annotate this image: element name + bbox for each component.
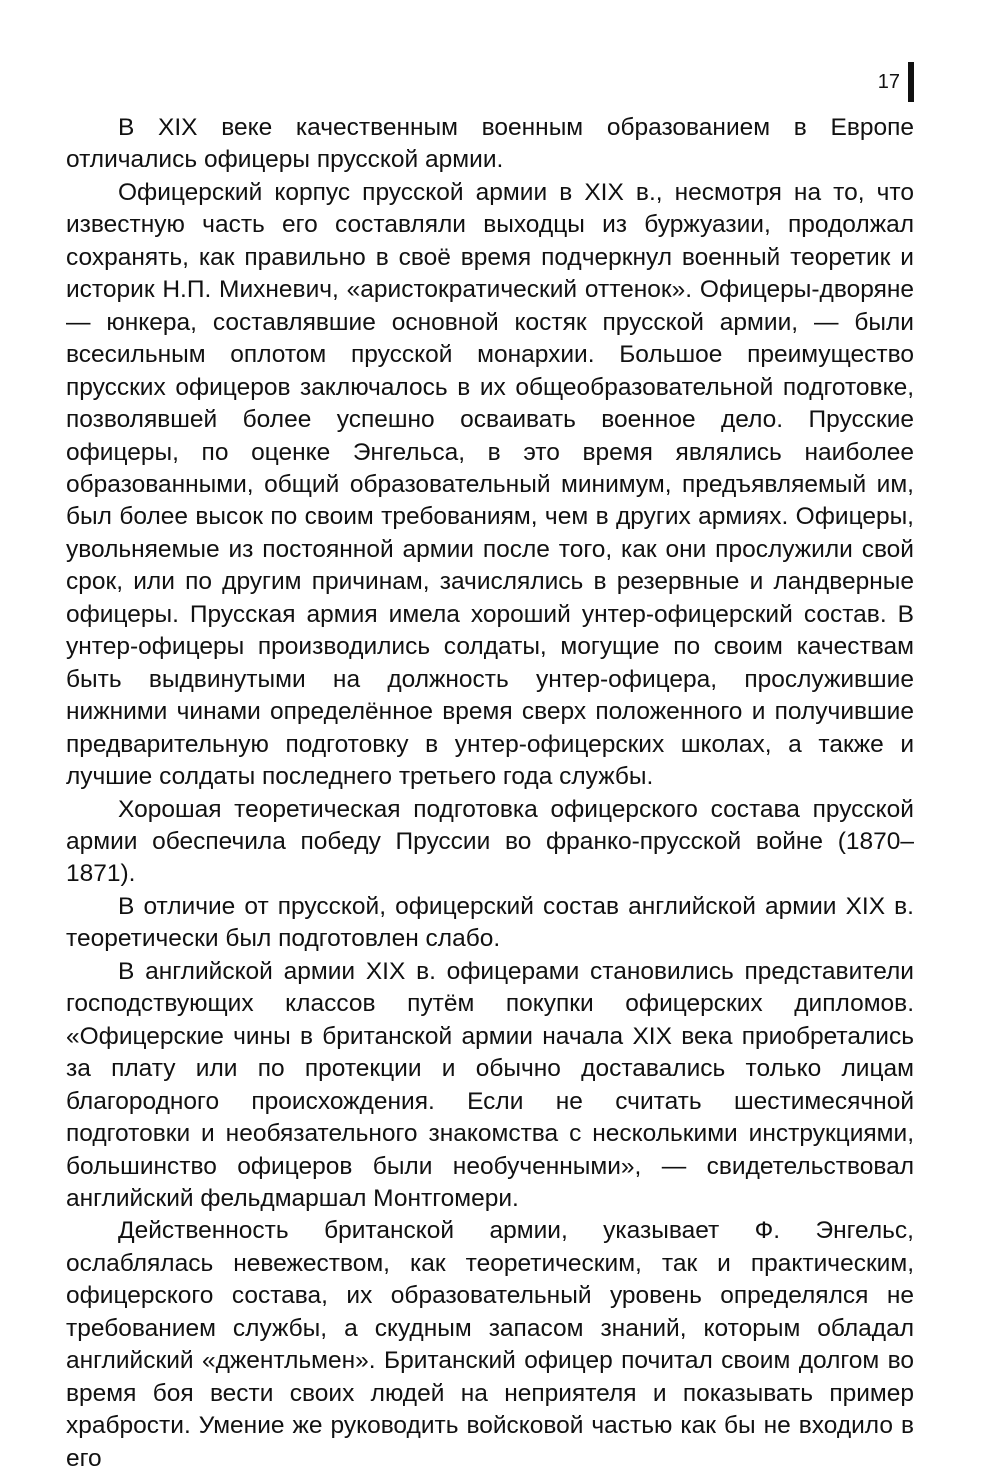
paragraph-1: В XIX веке качественным военным образованием в Европе отличались офицеры прусской армии. (66, 114, 914, 174)
paragraph-2: Офицерский корпус прусской армии в XIX в., несмотря на то, что известную часть его составляли выходцы из буржуазии, продолжал сохранять, как правильно в своё время подчеркнул военный теоретик и историк Н.П. Михневич, «аристократический оттенок». Офицеры-дворяне — юнкера, составлявшие основной костяк прусской армии, — были всесильным оплотом прусской монархии. Большое преимущество прусских офицеров заключалось в их общеобразовательной подготовке, позволявшей более успешно осваивать военное дело. Прусские офицеры, по оценке Энгельса, в это время являлись наиболее образованными, общий образовательный минимум, предъявляемый им, был более высок по своим требованиям, чем в других армиях. Офицеры, увольняемые из постоянной армии после того, как они прослужили свой срок, или по другим причинам, зачислялись в резервные и ландверные офицеры. Прусская армия имела хороший унтер-офицерский состав. В унтер-офицеры производились солдаты, могущие по своим качествам быть выдвинутыми на должность унтер-офицера, прослужившие нижними чинами определённое время сверх положенного и получившие предварительную подготовку в унтер-офицерских школах, а также и лучшие солдаты последнего третьего года службы. (66, 178, 914, 791)
paragraph-5: В английской армии XIX в. офицерами становились представители господствующих классов путём покупки офицерских дипломов. «Офицерские чины в британской армии начала XIX века приобретались за плату или по протекции и обычно доставались только лицам благородного происхождения. Если не считать шестимесячной подготовки и необязательного знакомства с несколькими инструкциями, большинство офицеров были необученными», — свидетельствовал английский фельдмаршал Монтгомери. (66, 957, 914, 1212)
paragraph-4: В отличие от прусской, офицерский состав английской армии XIX в. теоретически был подготовлен слабо. (66, 892, 914, 953)
page-number-bar (908, 62, 914, 102)
paragraph-6: Действенность британской армии, указывает Ф. Энгельс, ослаблялась невежеством, как теоретическим, так и практическим, офицерского состава, их образовательный уровень определялся не требованием службы, а скудным запасом знаний, которым обладал английский «джентльмен». Британский офицер почитал своим долгом во время боя вести своих людей на неприятеля и показывать пример храбрости. Умение же руководить войсковой частью как бы не входило в его (66, 1217, 914, 1472)
page-number-marker (840, 62, 920, 102)
body-text (66, 112, 914, 1475)
page-number: 17 (877, 71, 900, 93)
paragraph-3: Хорошая теоретическая подготовка офицерского состава прусской армии обеспечила победу Пруссии во франко-прусской войне (1870–1871). (66, 795, 914, 888)
